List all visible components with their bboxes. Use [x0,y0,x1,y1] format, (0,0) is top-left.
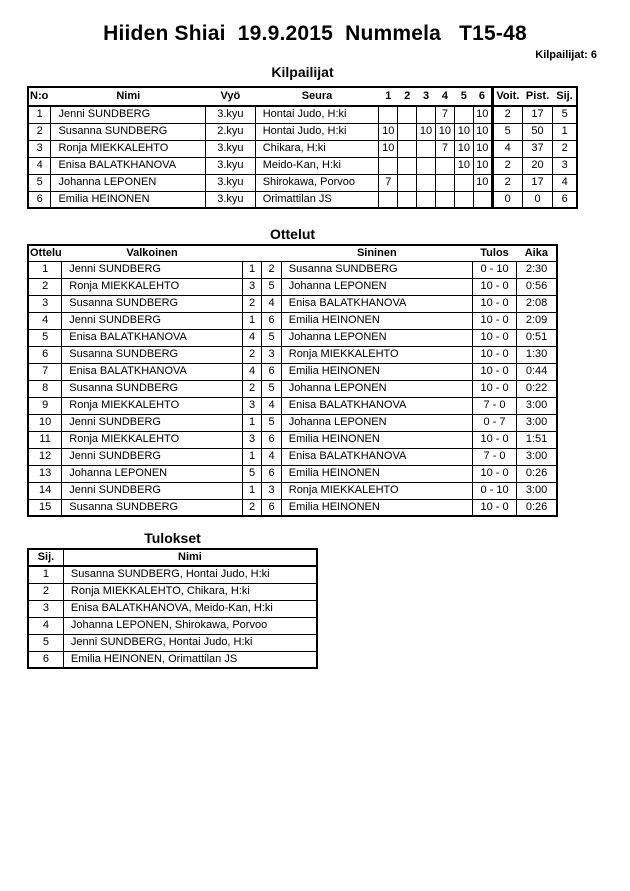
round-score-3 [417,191,436,208]
match-row [28,380,557,397]
match-row [28,312,557,329]
col-header-club: Seura [255,87,379,106]
round-score-5: 10 [454,123,473,140]
white-player-name: Susanna SUNDBERG [62,499,243,516]
blue-player-number: 6 [262,312,281,329]
round-score-3 [417,106,436,123]
col-header-match: Ottelu [28,245,62,261]
competitor-club: Chikara, H:ki [255,140,379,157]
competitor-place: 6 [553,191,577,208]
blue-player-number: 5 [262,380,281,397]
blue-player-number: 2 [262,261,281,278]
competitor-place: 1 [553,123,577,140]
match-time: 0:26 [517,499,557,516]
match-row [28,363,557,380]
competitor-place: 4 [553,174,577,191]
round-score-1 [379,191,398,208]
col-header-round-1: 1 [379,87,398,106]
blue-player-number: 6 [262,465,281,482]
result-row [28,634,317,651]
result-name: Susanna SUNDBERG, Hontai Judo, H:ki [63,566,317,583]
match-result: 10 - 0 [472,380,516,397]
competitor-points: 37 [522,140,553,157]
matches-table-header [28,245,557,261]
match-number: 12 [28,448,62,465]
competitor-number: 6 [28,191,51,208]
col-header-points: Pist. [522,87,553,106]
white-player-name: Jenni SUNDBERG [62,312,243,329]
competitor-name: Johanna LEPONEN [51,174,206,191]
blue-player-number: 4 [262,295,281,312]
round-score-3: 10 [417,123,436,140]
competitor-belt: 3.kyu [206,140,256,157]
match-time: 3:00 [517,482,557,499]
white-player-number: 1 [242,261,261,278]
blue-player-name: Johanna LEPONEN [281,278,472,295]
match-result: 0 - 10 [472,482,516,499]
competitor-name: Susanna SUNDBERG [51,123,206,140]
round-score-2 [398,106,417,123]
result-row [28,617,317,634]
col-header-round-2: 2 [398,87,417,106]
col-header-result: Tulos [472,245,516,261]
col-header-round-5: 5 [454,87,473,106]
result-place: 5 [28,634,63,651]
col-header-belt: Vyö [206,87,256,106]
competitor-wins: 2 [492,106,522,123]
blue-player-name: Enisa BALATKHANOVA [281,448,472,465]
round-score-3 [417,140,436,157]
round-score-6: 10 [473,174,492,191]
results-table-header [28,549,317,566]
competitor-row [28,106,577,123]
result-place: 2 [28,583,63,600]
matches-section-title: Ottelut [269,226,316,242]
competitor-number: 4 [28,157,51,174]
competitor-belt: 3.kyu [206,174,256,191]
white-player-name: Ronja MIEKKALEHTO [62,397,243,414]
competitor-points: 50 [522,123,553,140]
match-time: 0:26 [517,465,557,482]
match-number: 6 [28,346,62,363]
matches-table-body [28,261,557,516]
round-score-2 [398,157,417,174]
round-score-6: 10 [473,123,492,140]
competitor-points: 17 [522,174,553,191]
result-place: 1 [28,566,63,583]
competitors-table-header [28,87,577,106]
blue-player-number: 6 [262,499,281,516]
results-section-title: Tulokset [144,530,201,546]
competitors-count-label: Kilpailijat: 6 [535,49,597,61]
matches-section [27,226,558,517]
competitor-place: 5 [553,106,577,123]
round-score-4 [435,157,454,174]
white-player-number: 1 [242,414,261,431]
col-header-number: N:o [28,87,51,106]
white-player-name: Johanna LEPONEN [62,465,243,482]
white-player-name: Susanna SUNDBERG [62,295,243,312]
match-time: 2:08 [517,295,557,312]
white-player-number: 5 [242,465,261,482]
blue-player-name: Ronja MIEKKALEHTO [281,482,472,499]
blue-player-number: 5 [262,329,281,346]
match-result: 10 - 0 [472,499,516,516]
competitor-belt: 3.kyu [206,157,256,174]
match-number: 1 [28,261,62,278]
round-score-4 [435,174,454,191]
match-row [28,448,557,465]
match-number: 10 [28,414,62,431]
competitor-number: 2 [28,123,51,140]
competitor-number: 1 [28,106,51,123]
match-number: 9 [28,397,62,414]
match-result: 10 - 0 [472,329,516,346]
round-score-2 [398,140,417,157]
blue-player-number: 6 [262,363,281,380]
round-score-6 [473,191,492,208]
competitor-wins: 4 [492,140,522,157]
result-row [28,600,317,617]
match-number: 7 [28,363,62,380]
white-player-number: 2 [242,295,261,312]
white-player-name: Jenni SUNDBERG [62,482,243,499]
match-result: 10 - 0 [472,431,516,448]
result-place: 4 [28,617,63,634]
competitor-place: 2 [553,140,577,157]
match-row [28,414,557,431]
blue-player-name: Johanna LEPONEN [281,380,472,397]
round-score-1: 7 [379,174,398,191]
results-table [27,548,318,669]
result-row [28,651,317,668]
blue-player-number: 5 [262,414,281,431]
round-score-3 [417,157,436,174]
white-player-number: 3 [242,278,261,295]
blue-player-number: 4 [262,448,281,465]
white-player-number: 3 [242,431,261,448]
round-score-1 [379,106,398,123]
competitors-section [27,64,578,209]
white-player-number: 1 [242,312,261,329]
white-player-number: 3 [242,397,261,414]
page-title: Hiiden Shiai 19.9.2015 Nummela T15-48 [103,22,527,45]
white-player-number: 2 [242,346,261,363]
results-section [27,530,318,669]
competitor-wins: 5 [492,123,522,140]
blue-player-name: Johanna LEPONEN [281,414,472,431]
white-player-number: 1 [242,448,261,465]
matches-table [27,244,558,517]
col-header-white-number [242,245,261,261]
match-result: 10 - 0 [472,346,516,363]
match-time: 1:51 [517,431,557,448]
result-name: Ronja MIEKKALEHTO, Chikara, H:ki [63,583,317,600]
round-score-5: 10 [454,140,473,157]
blue-player-number: 4 [262,397,281,414]
match-result: 7 - 0 [472,448,516,465]
match-row [28,278,557,295]
match-number: 3 [28,295,62,312]
match-row [28,329,557,346]
competitors-section-title: Kilpailijat [271,64,334,80]
competitor-name: Emilia HEINONEN [51,191,206,208]
match-time: 3:00 [517,414,557,431]
result-name: Jenni SUNDBERG, Hontai Judo, H:ki [63,634,317,651]
blue-player-name: Enisa BALATKHANOVA [281,295,472,312]
white-player-name: Ronja MIEKKALEHTO [62,278,243,295]
results-table-body [28,566,317,668]
round-score-5 [454,106,473,123]
white-player-name: Susanna SUNDBERG [62,380,243,397]
round-score-6: 10 [473,157,492,174]
result-name: Johanna LEPONEN, Shirokawa, Porvoo [63,617,317,634]
white-player-name: Ronja MIEKKALEHTO [62,431,243,448]
result-name: Emilia HEINONEN, Orimattilan JS [63,651,317,668]
white-player-name: Enisa BALATKHANOVA [62,363,243,380]
competitor-place: 3 [553,157,577,174]
competitor-club: Orimattilan JS [255,191,379,208]
col-header-blue: Sininen [281,245,472,261]
competitor-wins: 2 [492,174,522,191]
round-score-1 [379,157,398,174]
match-number: 14 [28,482,62,499]
round-score-3 [417,174,436,191]
competitor-club: Hontai Judo, H:ki [255,123,379,140]
result-row [28,566,317,583]
blue-player-name: Johanna LEPONEN [281,329,472,346]
match-number: 8 [28,380,62,397]
blue-player-name: Emilia HEINONEN [281,312,472,329]
result-place: 3 [28,600,63,617]
result-row [28,583,317,600]
blue-player-name: Emilia HEINONEN [281,465,472,482]
blue-player-name: Emilia HEINONEN [281,363,472,380]
round-score-1: 10 [379,140,398,157]
competitor-points: 0 [522,191,553,208]
match-result: 7 - 0 [472,397,516,414]
white-player-name: Jenni SUNDBERG [62,414,243,431]
competitor-belt: 3.kyu [206,106,256,123]
white-player-number: 4 [242,363,261,380]
results-header-row [28,549,317,566]
round-score-5 [454,191,473,208]
competitor-row [28,174,577,191]
competitor-belt: 2.kyu [206,123,256,140]
competitor-name: Enisa BALATKHANOVA [51,157,206,174]
match-row [28,295,557,312]
match-result: 10 - 0 [472,295,516,312]
round-score-4: 7 [435,140,454,157]
round-score-2 [398,191,417,208]
competitors-table-body [28,106,577,208]
competitor-row [28,157,577,174]
match-result: 0 - 10 [472,261,516,278]
result-place: 6 [28,651,63,668]
competitor-wins: 0 [492,191,522,208]
competitor-wins: 2 [492,157,522,174]
col-header-white: Valkoinen [62,245,243,261]
competitor-row [28,140,577,157]
competitor-row [28,123,577,140]
blue-player-name: Enisa BALATKHANOVA [281,397,472,414]
match-row [28,397,557,414]
match-row [28,465,557,482]
match-result: 10 - 0 [472,363,516,380]
match-number: 11 [28,431,62,448]
match-number: 5 [28,329,62,346]
competitor-name: Jenni SUNDBERG [51,106,206,123]
match-result: 10 - 0 [472,312,516,329]
round-score-6: 10 [473,140,492,157]
match-number: 13 [28,465,62,482]
match-row [28,346,557,363]
competitor-points: 20 [522,157,553,174]
competitor-name: Ronja MIEKKALEHTO [51,140,206,157]
white-player-number: 4 [242,329,261,346]
white-player-number: 2 [242,380,261,397]
competitor-number: 5 [28,174,51,191]
col-header-blue-number [262,245,281,261]
round-score-5: 10 [454,157,473,174]
competitor-row [28,191,577,208]
match-time: 1:30 [517,346,557,363]
blue-player-number: 6 [262,431,281,448]
match-result: 0 - 7 [472,414,516,431]
match-number: 2 [28,278,62,295]
round-score-2 [398,123,417,140]
white-player-number: 2 [242,499,261,516]
match-number: 15 [28,499,62,516]
match-result: 10 - 0 [472,278,516,295]
blue-player-number: 3 [262,346,281,363]
col-header-time: Aika [517,245,557,261]
col-header-name: Nimi [51,87,206,106]
match-time: 0:51 [517,329,557,346]
competitors-header-row [28,87,577,106]
blue-player-number: 3 [262,482,281,499]
match-row [28,261,557,278]
blue-player-name: Emilia HEINONEN [281,431,472,448]
competitor-belt: 3.kyu [206,191,256,208]
match-time: 0:44 [517,363,557,380]
blue-player-name: Susanna SUNDBERG [281,261,472,278]
round-score-4: 10 [435,123,454,140]
match-time: 3:00 [517,397,557,414]
col-header-round-4: 4 [435,87,454,106]
match-row [28,431,557,448]
match-time: 2:09 [517,312,557,329]
round-score-4: 7 [435,106,454,123]
result-name: Enisa BALATKHANOVA, Meido-Kan, H:ki [63,600,317,617]
col-header-place: Sij. [28,549,63,566]
competitor-number: 3 [28,140,51,157]
round-score-5 [454,174,473,191]
col-header-round-3: 3 [417,87,436,106]
white-player-name: Jenni SUNDBERG [62,261,243,278]
match-time: 0:22 [517,380,557,397]
competitor-club: Hontai Judo, H:ki [255,106,379,123]
match-row [28,482,557,499]
competitors-table [27,86,578,209]
competitor-points: 17 [522,106,553,123]
blue-player-name: Ronja MIEKKALEHTO [281,346,472,363]
round-score-1: 10 [379,123,398,140]
match-time: 3:00 [517,448,557,465]
round-score-6: 10 [473,106,492,123]
round-score-2 [398,174,417,191]
col-header-wins: Voit. [492,87,522,106]
col-header-name: Nimi [63,549,317,566]
match-time: 0:56 [517,278,557,295]
white-player-number: 1 [242,482,261,499]
round-score-4 [435,191,454,208]
matches-header-row [28,245,557,261]
match-number: 4 [28,312,62,329]
col-header-place: Sij. [553,87,577,106]
blue-player-number: 5 [262,278,281,295]
match-row [28,499,557,516]
match-time: 2:30 [517,261,557,278]
blue-player-name: Emilia HEINONEN [281,499,472,516]
white-player-name: Jenni SUNDBERG [62,448,243,465]
competitor-club: Shirokawa, Porvoo [255,174,379,191]
match-result: 10 - 0 [472,465,516,482]
white-player-name: Susanna SUNDBERG [62,346,243,363]
white-player-name: Enisa BALATKHANOVA [62,329,243,346]
col-header-round-6: 6 [473,87,492,106]
competitor-club: Meido-Kan, H:ki [255,157,379,174]
